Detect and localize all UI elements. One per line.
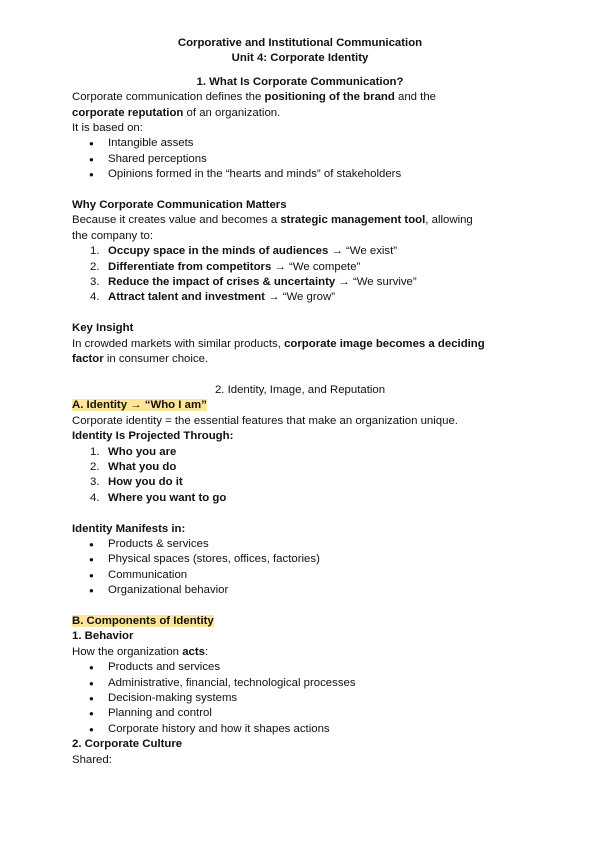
why-paragraph-line2: the company to: — [72, 229, 154, 242]
why-list — [72, 244, 528, 306]
list-item: 1. Who you are — [90, 445, 177, 458]
section2-heading: 2. Identity, Image, and Reputation — [214, 383, 386, 396]
list-item: ● Intangible assets — [72, 136, 528, 151]
list-item: ● Products & services — [72, 537, 528, 552]
list-item: ● Organizational behavior — [72, 583, 528, 598]
unit-title: Unit 4: Corporate Identity — [231, 52, 369, 65]
identity-heading: A. Identity → “Who I am” — [72, 399, 207, 412]
identity-definition: Corporate identity = the essential features that make an organization unique. — [72, 414, 458, 427]
projected-heading: Identity Is Projected Through: — [72, 430, 234, 443]
list-item: 4. Where you want to go — [90, 491, 227, 504]
list-item: 2. Differentiate from competitors → “We compete” — [90, 260, 361, 273]
list-item: ● Products and services — [72, 660, 528, 675]
why-heading: Why Corporate Communication Matters — [72, 199, 287, 212]
section1-heading: 1. What Is Corporate Communication? — [196, 75, 404, 88]
based-on-label: It is based on: — [72, 122, 143, 135]
projected-list — [72, 445, 528, 507]
list-item: ● Opinions formed in the “hearts and minds” of stakeholders — [72, 167, 528, 182]
list-item: ● Planning and control — [72, 706, 528, 721]
course-title: Corporative and Institutional Communication — [177, 37, 423, 49]
culture-intro: Shared: — [72, 753, 112, 766]
list-item: ● Physical spaces (stores, offices, factories) — [72, 552, 528, 567]
insight-line2: factor in consumer choice. — [72, 353, 209, 366]
components-heading: B. Components of Identity — [72, 614, 214, 627]
list-item: ● Communication — [72, 568, 528, 583]
insight-heading: Key Insight — [72, 322, 134, 335]
manifests-list — [72, 537, 528, 599]
list-item: 3. Reduce the impact of crises & uncertainty → “We survive” — [90, 276, 417, 289]
manifests-heading: Identity Manifests in: — [72, 522, 186, 535]
list-item: ● Corporate history and how it shapes actions — [72, 722, 528, 737]
list-item: 4. Attract talent and investment → “We grow” — [90, 291, 336, 304]
behavior-heading: 1. Behavior — [72, 630, 134, 643]
section1-paragraph-line2: corporate reputation of an organization. — [72, 106, 281, 119]
behavior-intro: How the organization acts: — [72, 645, 209, 658]
section1-paragraph-line1: Corporate communication defines the positioning of the brand and the — [72, 91, 436, 104]
list-item: ● Administrative, financial, technological processes — [72, 676, 528, 691]
why-paragraph-line1: Because it creates value and becomes a strategic management tool, allowing — [72, 214, 473, 227]
based-on-list — [72, 136, 528, 182]
behavior-list — [72, 660, 528, 737]
list-item: 3. How you do it — [90, 476, 183, 489]
list-item: 2. What you do — [90, 460, 177, 473]
list-item: ● Decision-making systems — [72, 691, 528, 706]
list-item: 1. Occupy space in the minds of audiences → “We exist” — [90, 245, 398, 258]
insight-line1: In crowded markets with similar products, corporate image becomes a deciding — [72, 337, 485, 350]
culture-heading: 2. Corporate Culture — [72, 738, 183, 751]
list-item: ● Shared perceptions — [72, 152, 528, 167]
